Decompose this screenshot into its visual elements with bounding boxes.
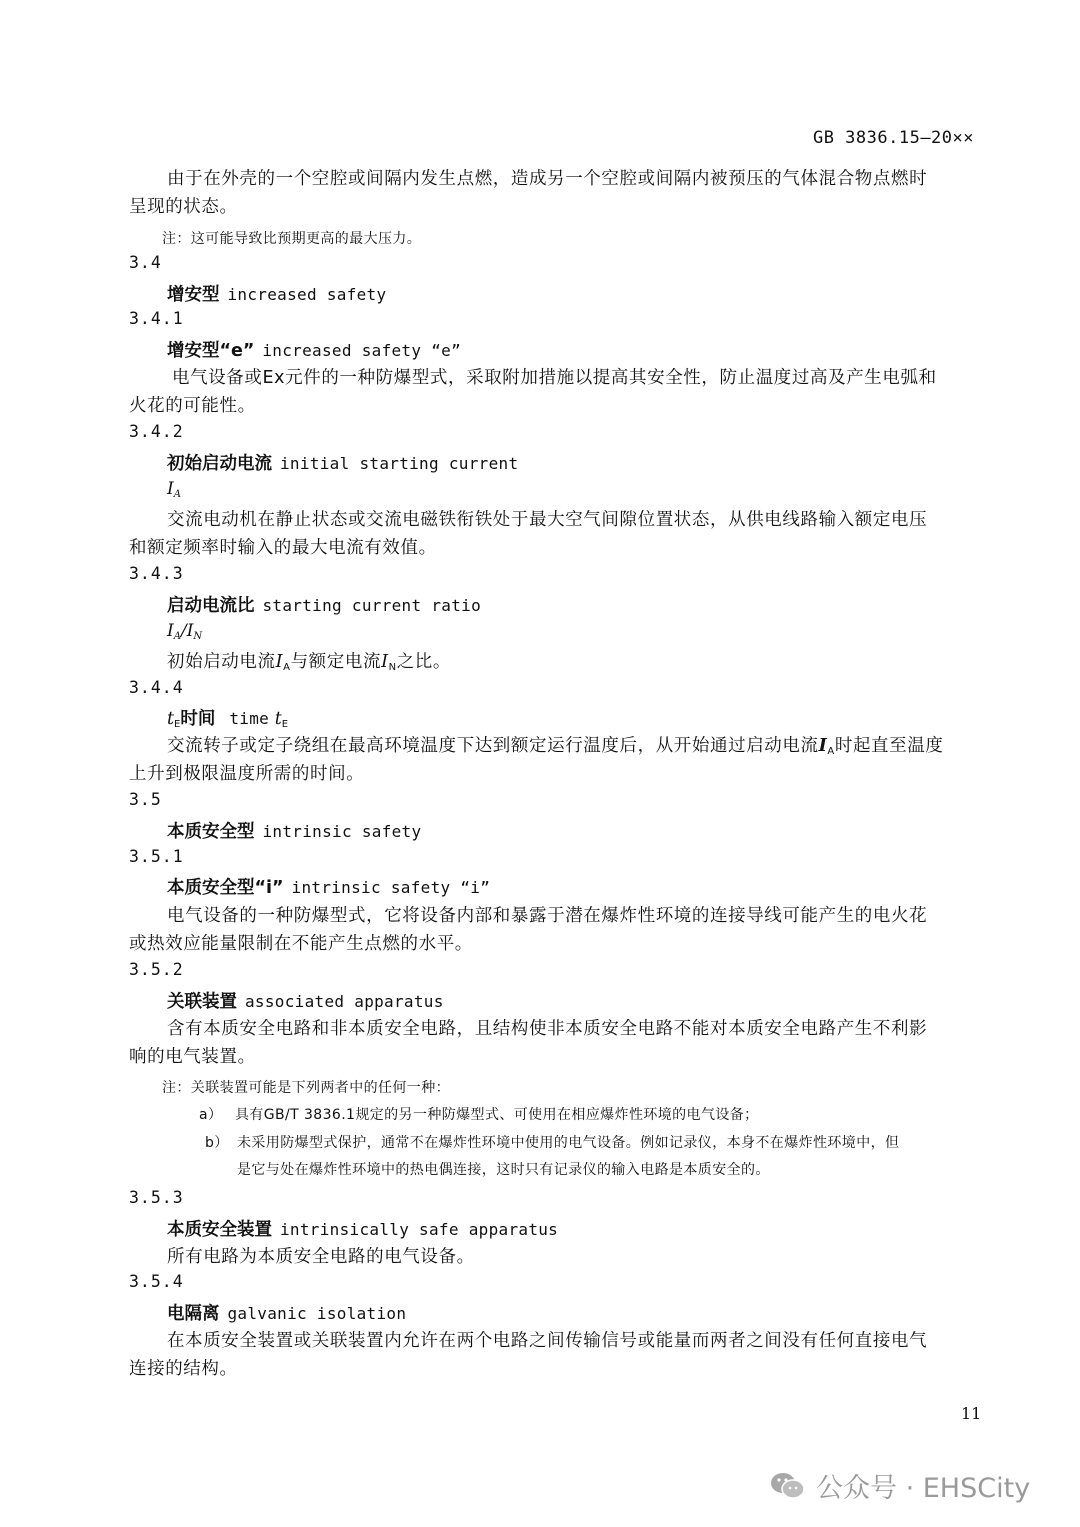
term-heading: $t_E$时间 time $t_E$ <box>167 709 289 730</box>
section-number: 3.4.3 <box>129 564 184 583</box>
term-en: associated apparatus <box>245 992 444 1011</box>
term-en: intrinsic safety <box>262 822 422 841</box>
definition-line: 初始启动电流$I_A$与额定电流$I_N$之比。 <box>167 652 451 673</box>
list-item: 未采用防爆型式保护，通常不在爆炸性环境中使用的电气设备。例如记录仪，本身不在爆炸性环境中，但 <box>237 1135 900 1151</box>
term-heading <box>167 818 421 843</box>
page-number: 11 <box>961 1404 982 1423</box>
section-number: 3.5.3 <box>129 1188 184 1207</box>
term-heading <box>167 281 386 306</box>
section-number: 3.5.1 <box>129 847 184 866</box>
list-item-marker: a） <box>199 1107 223 1123</box>
term-heading <box>167 592 481 617</box>
definition-line: 所有电路为本质安全电路的电气设备。 <box>167 1247 475 1267</box>
term-en: increased safety <box>227 285 387 304</box>
definition-line: 火花的可能性。 <box>129 396 256 416</box>
list-item: 具有GB/T 3836.1规定的另一种防爆型式、可使用在相应爆炸性环境的电气设备； <box>235 1107 759 1123</box>
section-number: 3.5.2 <box>129 960 184 979</box>
section-number: 3.4.4 <box>129 678 184 697</box>
term-zh: 增安型“e” <box>167 341 255 361</box>
term-zh: 增安型 <box>167 285 220 305</box>
term-heading <box>167 1300 406 1325</box>
definition-line: 和额定频率时输入的最大电流有效值。 <box>129 538 437 558</box>
symbol: $I_A$ <box>167 479 181 500</box>
definition-line: 含有本质安全电路和非本质安全电路，且结构使非本质安全电路不能对本质安全电路产生不利影 <box>167 1019 928 1039</box>
definition-line: 电气设备的一种防爆型式，它将设备内部和暴露于潜在爆炸性环境的连接导线可能产生的电火花 <box>167 906 928 926</box>
term-heading <box>167 1216 558 1241</box>
term-zh: 本质安全型 <box>167 822 255 842</box>
definition-line: 交流电动机在静止状态或交流电磁铁衔铁处于最大空气间隙位置状态，从供电线路输入额定电压 <box>167 510 928 530</box>
definition-line: 或热效应能量限制在不能产生点燃的水平。 <box>129 934 473 954</box>
document-code: GB 3836.15—20×× <box>812 128 974 148</box>
list-item-line: 是它与处在爆炸性环境中的热电偶连接，这时只有记录仪的输入电路是本质安全的。 <box>237 1162 770 1178</box>
term-zh: 关联装置 <box>167 992 237 1012</box>
term-zh: 本质安全型“i” <box>167 878 284 898</box>
section-number: 3.4.2 <box>129 422 184 441</box>
term-zh: 启动电流比 <box>167 596 255 616</box>
term-heading <box>167 874 490 899</box>
definition-line: 电气设备或Ex元件的一种防爆型式，采取附加措施以提高其安全性，防止温度过高及产生电弧和 <box>172 368 937 388</box>
paragraph-line: 呈现的状态。 <box>129 197 238 217</box>
term-heading <box>167 337 461 362</box>
term-zh: 时间 <box>180 709 216 729</box>
definition-line: 交流转子或定子绕组在最高环境温度下达到额定运行温度后，从开始通过启动电流$I_A$时起直至温度 <box>167 736 944 757</box>
note: 注：这可能导致比预期更高的最大压力。 <box>162 231 422 247</box>
section-number: 3.5 <box>129 790 162 809</box>
term-heading <box>167 450 518 475</box>
term-heading <box>167 988 444 1013</box>
term-en: increased safety “e” <box>262 341 462 360</box>
term-en: galvanic isolation <box>227 1304 407 1323</box>
term-zh: 初始启动电流 <box>167 454 272 474</box>
paragraph-line: 由于在外壳的一个空腔或间隔内发生点燃，造成另一个空腔或间隔内被预压的气体混合物点燃时 <box>167 169 928 189</box>
term-en: time <box>229 709 270 728</box>
list-item-marker: b） <box>205 1135 229 1151</box>
section-number: 3.4 <box>129 253 162 272</box>
term-zh: 本质安全装置 <box>167 1220 272 1240</box>
section-number: 3.4.1 <box>129 309 184 328</box>
section-number: 3.5.4 <box>129 1272 184 1291</box>
symbol: $I_A/I_N$ <box>167 621 203 642</box>
definition-line: 上升到极限温度所需的时间。 <box>129 764 365 784</box>
term-en: intrinsic safety “i” <box>291 878 491 897</box>
term-zh: 电隔离 <box>167 1304 220 1324</box>
term-en: initial starting current <box>280 454 519 473</box>
wechat-icon <box>770 1471 806 1501</box>
watermark-text: 公众号 · EHSCity <box>816 1473 1031 1504</box>
note: 注：关联装置可能是下列两者中的任何一种： <box>162 1080 450 1096</box>
definition-line: 在本质安全装置或关联装置内允许在两个电路之间传输信号或能量而两者之间没有任何直接电气 <box>167 1331 928 1351</box>
term-en: intrinsically safe apparatus <box>280 1220 559 1239</box>
term-en: starting current ratio <box>262 596 482 615</box>
definition-line: 响的电气装置。 <box>129 1047 256 1067</box>
watermark <box>770 1466 1030 1505</box>
definition-line: 连接的结构。 <box>129 1359 238 1379</box>
